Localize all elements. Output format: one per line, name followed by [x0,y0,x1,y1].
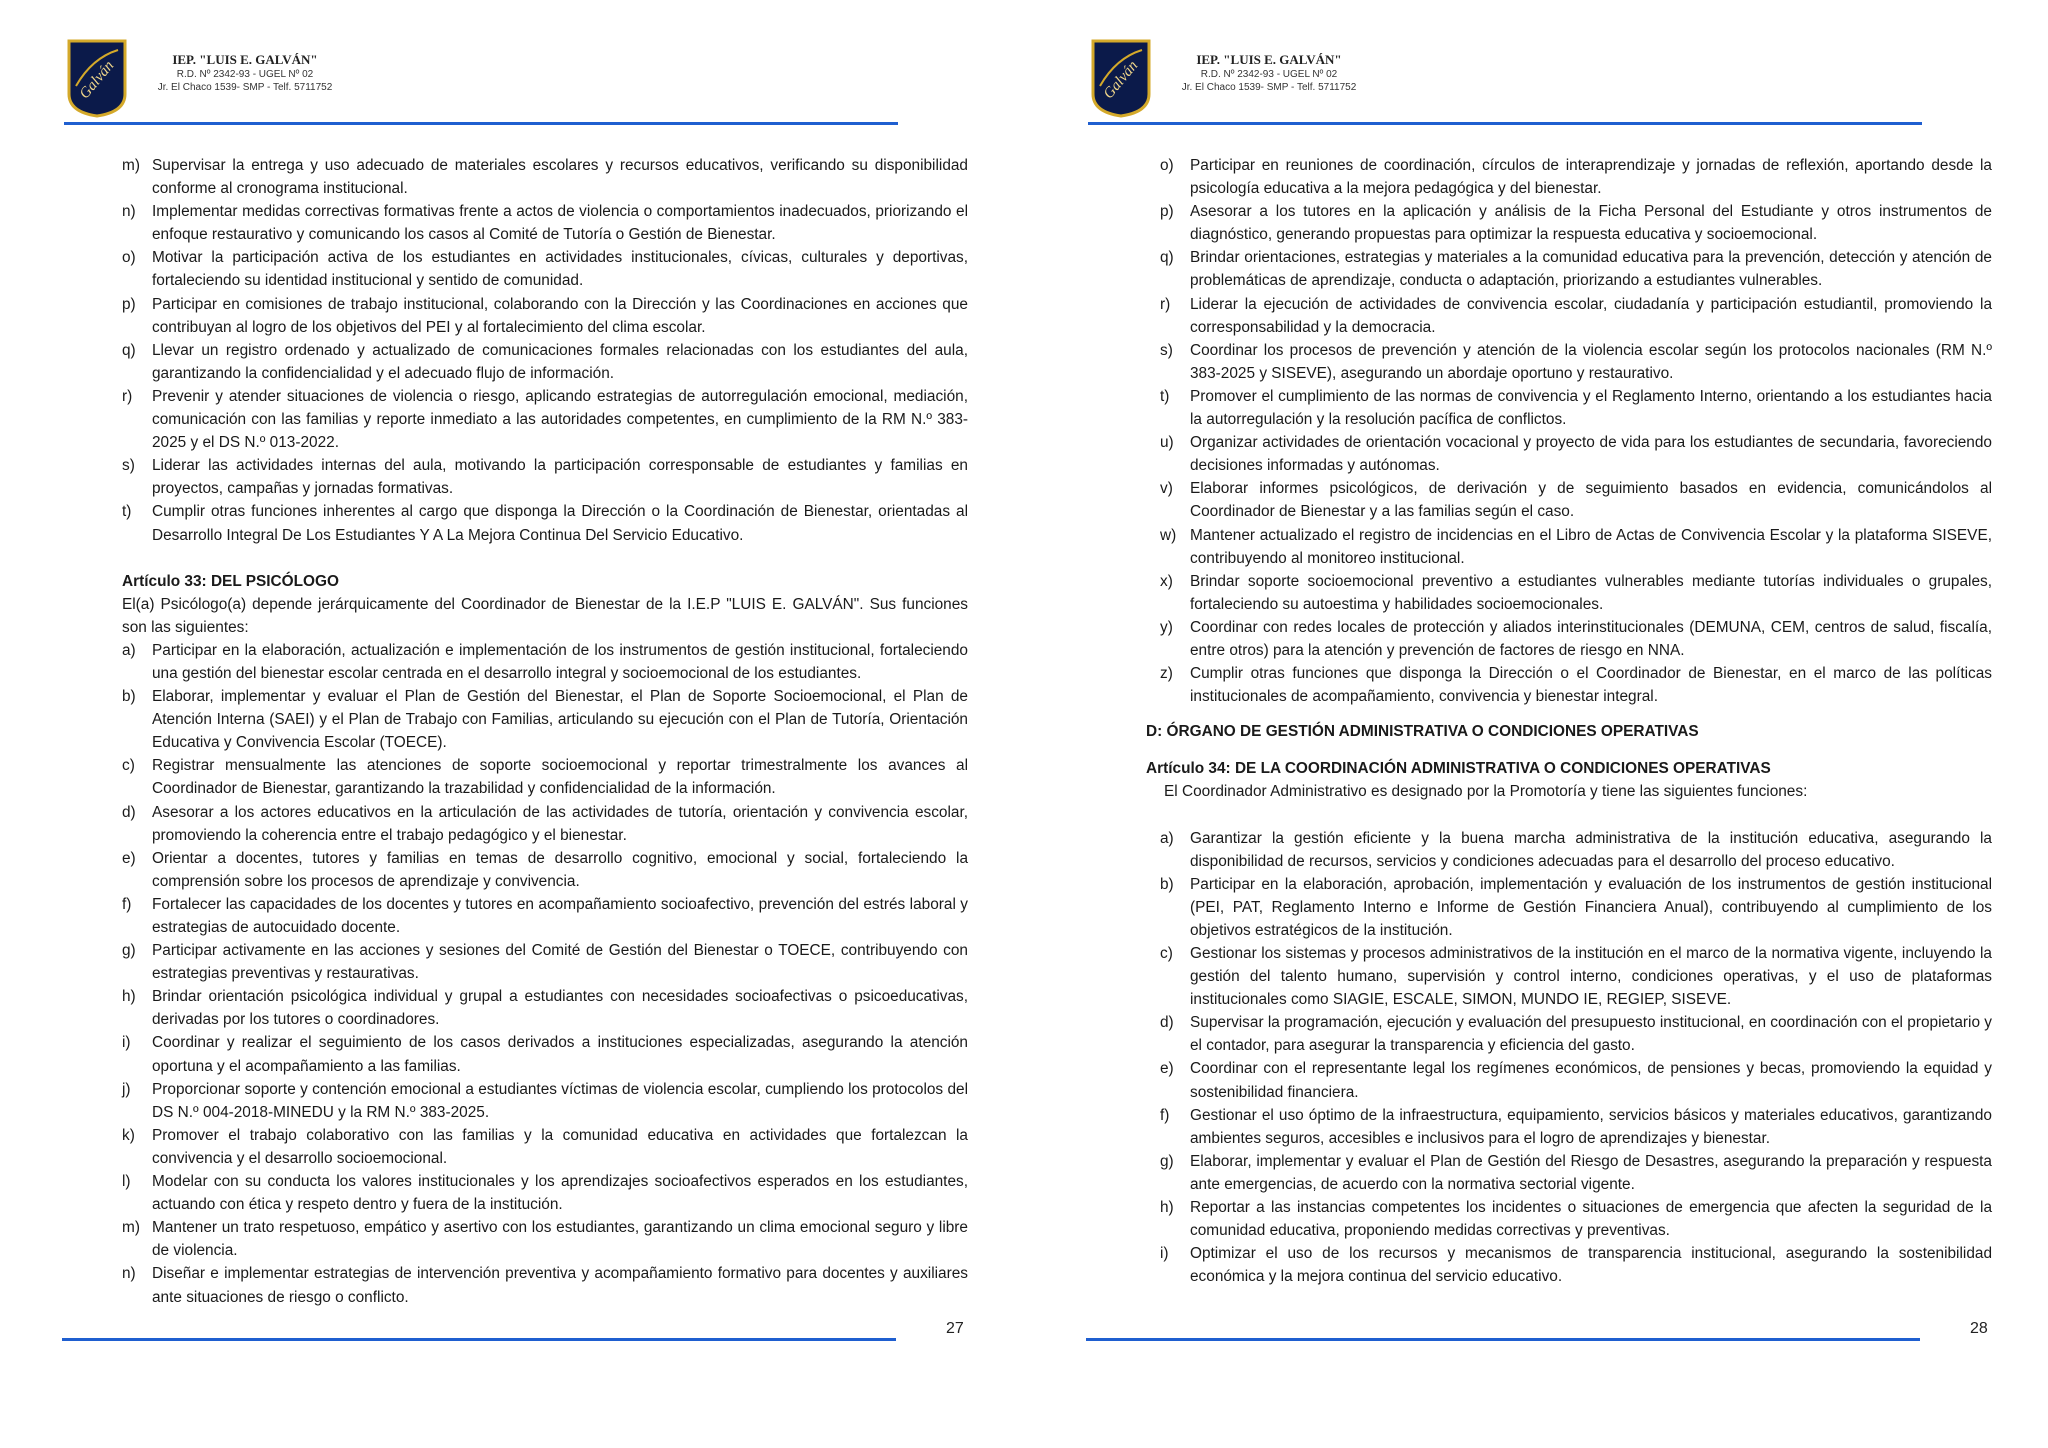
article-33-list [122,639,968,1309]
list-item-letter: e) [122,849,136,867]
list-item [122,200,968,246]
list-item-text: Orientar a docentes, tutores y familias en temas de desarrollo cognitivo, emocional y social, fortaleciendo la comprensión sobre los procesos de aprendizaje y convivencia. [152,849,968,890]
list-item-text: Elaborar informes psicológicos, de derivación y de seguimiento basados en evidencia, comunicándolos al Coordinador de Bienestar y a las familias según el caso. [1190,480,1992,521]
list-item-text: Cumplir otras funciones que disponga la Dirección o el Coordinador de Bienestar, en el marco de las políticas institucionales de acompañamiento, convivencia y bienestar integral. [1190,665,1992,706]
list-item [122,985,968,1031]
list-item-text: Brindar orientaciones, estrategias y materiales a la comunidad educativa para la prevención, detección y atención de problemáticas de aprendizaje, conducta o adaptación, priorizando a estudiantes vulnerables. [1190,249,1992,290]
list-item-letter: v) [1160,480,1173,498]
list-item-letter: l) [122,1173,131,1191]
list-item-letter: b) [122,688,136,706]
list-item-text: Brindar orientación psicológica individual y grupal a estudiantes con necesidades socioafectivas o psicoeducativas, derivadas por los tutores o coordinadores. [152,988,968,1029]
page-number: 28 [1970,1320,1988,1337]
list-item-text: Supervisar la programación, ejecución y evaluación del presupuesto institucional, en coordinación con el propietario y el contador, para asegurar la transparencia y eficiencia del gasto. [1190,1014,1992,1055]
list-item-text: Asesorar a los tutores en la aplicación y análisis de la Ficha Personal del Estudiante y otros instrumentos de diagnóstico, generando propuestas para optimizar la respuesta educativa y socioemocional. [1190,203,1992,244]
list-continued [122,154,968,547]
list-item-letter: t) [122,503,132,521]
list-item-letter: q) [1160,249,1174,267]
school-logo [66,38,128,118]
list-item-text: Elaborar, implementar y evaluar el Plan de Gestión del Riesgo de Desastres, asegurando la preparación y respuesta ante emergencias, de acuerdo con la normativa sectorial vigente. [1190,1152,1992,1193]
list-item [122,500,968,546]
list-item-letter: d) [1160,1014,1174,1032]
list-item-text: Participar en la elaboración, actualización e implementación de los instrumentos de gestión institucional, fortaleciendo una gestión del bienestar escolar centrada en el desarrollo integral y socioemocional de los estudiantes. [152,641,968,682]
list-item-letter: c) [122,757,135,775]
list-item [1146,1011,1992,1057]
footer-rule [62,1338,896,1341]
list-item-letter: p) [122,295,136,313]
list-item-text: Optimizar el uso de los recursos y mecanismos de transparencia institucional, asegurando la sostenibilidad económica y la mejora continua del servicio educativo. [1190,1245,1992,1286]
list-item-text: Mantener un trato respetuoso, empático y asertivo con los estudiantes, garantizando un clima emocional seguro y libre de violencia. [152,1219,968,1260]
list-item [1146,1242,1992,1288]
list-item-letter: q) [122,341,136,359]
page-28 [1024,0,2048,1448]
list-item-letter: a) [1160,829,1174,847]
list-item-text: Brindar soporte socioemocional preventivo a estudiantes vulnerables mediante tutorías individuales o grupales, fortaleciendo su autoestima y habilidades socioemocionales. [1190,572,1992,613]
list-item-letter: g) [1160,1152,1174,1170]
list-item-letter: i) [122,1034,131,1052]
list-item [1146,1057,1992,1103]
list-item [1146,385,1992,431]
list-continued [1146,154,1992,708]
list-item-letter: g) [122,942,136,960]
list-item-text: Mantener actualizado el registro de incidencias en el Libro de Actas de Convivencia Escolar y la plataforma SISEVE, contribuyendo al monitoreo institucional. [1190,526,1992,567]
list-item-letter: n) [122,1265,136,1283]
list-item-text: Elaborar, implementar y evaluar el Plan de Gestión del Bienestar, el Plan de Soporte Socioemocional, el Plan de Atención Interna (SAEI) y el Plan de Trabajo con Familias, articulando su ejecución con el Plan de Tutoría, Orientación Educativa y Convivencia Escolar (TOECE). [152,688,968,752]
list-item [1146,616,1992,662]
list-item [1146,570,1992,616]
list-item-text: Cumplir otras funciones inherentes al cargo que disponga la Dirección o la Coordinación de Bienestar, orientadas al Desarrollo Integral De Los Estudiantes Y A La Mejora Continua Del Servicio Educativo. [152,503,968,544]
list-item [122,1124,968,1170]
list-item [122,939,968,985]
footer-rule [1086,1338,1920,1341]
address-line: Jr. El Chaco 1539- SMP - Telf. 5711752 [1181,82,1357,93]
list-item [122,293,968,339]
list-item [1146,1150,1992,1196]
list-item-text: Llevar un registro ordenado y actualizado de comunicaciones formales relacionadas con los estudiantes del aula, garantizando la confidencialidad y el adecuado flujo de información. [152,341,968,382]
page-header [120,52,370,94]
list-item-letter: h) [122,988,136,1006]
resolution-line: R.D. Nº 2342-93 - UGEL Nº 02 [1200,69,1338,80]
list-item-letter: o) [1160,157,1174,174]
list-item [1146,827,1992,873]
list-item-text: Prevenir y atender situaciones de violencia o riesgo, aplicando estrategias de autorregulación emocional, mediación, comunicación con las familias y reporte inmediato a las autoridades competentes, en cumplimiento de la RM N.º 383-2025 y el DS N.º 013-2022. [152,387,968,452]
list-item-text: Motivar la participación activa de los estudiantes en actividades institucionales, cívicas, culturales y deportivas, fortaleciendo su identidad institucional y sentido de comunidad. [152,249,968,290]
list-item-letter: b) [1160,875,1174,893]
list-item [1146,431,1992,477]
list-item-letter: u) [1160,434,1174,452]
list-item-letter: f) [122,895,132,913]
list-item-letter: a) [122,641,136,659]
list-item [1146,477,1992,523]
list-item-text: Coordinar con el representante legal los regímenes económicos, de pensiones y becas, promoviendo la equidad y sostenibilidad financiera. [1190,1060,1992,1101]
list-item-letter: o) [122,249,136,267]
logo-text: Galván [1100,57,1142,103]
list-item-letter: z) [1160,665,1173,683]
list-item [122,1170,968,1216]
article-34-intro: El Coordinador Administrativo es designado por la Promotoría y tiene las siguientes funciones: [1164,783,1808,801]
list-item [122,454,968,500]
list-item-text: Garantizar la gestión eficiente y la buena marcha administrativa de la institución educativa, asegurando la disponibilidad de recursos, servicios y condiciones adecuadas para el desarrollo del proceso educativo. [1190,829,1992,870]
list-item-letter: x) [1160,572,1173,590]
school-name: IEP. "LUIS E. GALVÁN" [1196,52,1342,67]
article-34-title: Artículo 34: DE LA COORDINACIÓN ADMINISTRATIVA O CONDICIONES OPERATIVAS [1146,760,1771,778]
list-item [1146,1104,1992,1150]
list-item-text: Promover el trabajo colaborativo con las familias y la comunidad educativa en actividades que fortalezcan la convivencia y el desarrollo socioemocional. [152,1126,968,1167]
list-item [1146,1196,1992,1242]
list-item-letter: d) [122,803,136,821]
list-item [122,754,968,800]
page-content [1146,154,1992,1288]
list-item-letter: r) [1160,295,1171,313]
list-item-text: Liderar las actividades internas del aula, motivando la participación corresponsable de estudiantes y familias en proyectos, campañas y jornadas formativas. [152,457,968,498]
list-item-letter: h) [1160,1199,1174,1217]
list-item [122,1078,968,1124]
list-item-letter: s) [1160,341,1173,359]
list-item-letter: i) [1160,1245,1169,1263]
list-item-text: Participar activamente en las acciones y sesiones del Comité de Gestión del Bienestar o TOECE, contribuyendo con estrategias preventivas y restaurativas. [152,942,968,983]
list-item-letter: c) [1160,945,1173,962]
list-item-letter: e) [1160,1060,1174,1078]
list-item-text: Fortalecer las capacidades de los docentes y tutores en acompañamiento socioafectivo, prevención del estrés laboral y estrategias de autocuidado docente. [152,895,968,936]
list-item [122,847,968,893]
list-item-text: Proporcionar soporte y contención emocional a estudiantes víctimas de violencia escolar, cumpliendo los protocolos del DS N.º 004-2018-MINEDU y la RM N.º 383-2025. [152,1080,968,1121]
logo-text: Galván [76,57,118,103]
list-item-text: Participar en la elaboración, aprobación, implementación y evaluación de los instrumentos de gestión institucional (PEI, PAT, Reglamento Interno e Informe de Gestión Financiera Anual), contribuyendo al cumplimiento de los objetivos estratégicos de la institución. [1190,875,1992,939]
list-item [122,246,968,292]
list-item-text: Registrar mensualmente las atenciones de soporte socioemocional y reportar trimestralmente los avances al Coordinador de Bienestar, garantizando la trazabilidad y confidencialidad de la información. [152,757,968,798]
list-item [1146,873,1992,942]
list-item [122,801,968,847]
article-33-intro: El(a) Psicólogo(a) depende jerárquicamente del Coordinador de Bienestar de la I.E.P "LUIS E. GALVÁN". Sus funciones son las siguientes: [122,595,968,636]
list-item-letter: j) [122,1080,131,1098]
list-item [1146,942,1992,1011]
list-item-letter: f) [1160,1106,1170,1124]
list-item-letter: p) [1160,203,1174,221]
list-item-text: Participar en comisiones de trabajo institucional, colaborando con la Dirección y las Coordinaciones en acciones que contribuyan al logro de los objetivos del PEI y al fortalecimiento del clima escolar. [152,295,968,336]
list-item-letter: s) [122,457,135,475]
list-item [122,1262,968,1308]
list-item-text: Participar en reuniones de coordinación, círculos de interaprendizaje y jornadas de reflexión, aportando desde la psicología educativa a la mejora pedagógica y del bienestar. [1190,157,1992,198]
list-item-letter: t) [1160,387,1170,405]
page-header [1144,52,1394,94]
list-item [1146,524,1992,570]
list-item [122,154,968,200]
list-item [1146,200,1992,246]
section-d-title: D: ÓRGANO DE GESTIÓN ADMINISTRATIVA O CONDICIONES OPERATIVAS [1146,723,1699,741]
list-item-text: Diseñar e implementar estrategias de intervención preventiva y acompañamiento formativo para docentes y auxiliares ante situaciones de riesgo o conflicto. [152,1265,968,1306]
article-34-list [1146,827,1992,1289]
list-item-text: Gestionar el uso óptimo de la infraestructura, equipamiento, servicios básicos y materiales educativos, garantizando ambientes seguros, accesibles e inclusivos para el logro de aprendizajes y bienestar. [1190,1106,1992,1147]
list-item [1146,339,1992,385]
list-item-letter: m) [122,157,140,174]
page-content [122,154,968,1309]
list-item-text: Liderar la ejecución de actividades de convivencia escolar, ciudadanía y participación estudiantil, promoviendo la corresponsabilidad y la democracia. [1190,295,1992,336]
list-item [122,685,968,754]
list-item-text: Asesorar a los actores educativos en la articulación de las actividades de tutoría, orientación y convivencia escolar, promoviendo la coherencia entre el trabajo pedagógico y el bienestar. [152,803,968,844]
list-item-text: Promover el cumplimiento de las normas de convivencia y el Reglamento Interno, orientando a los estudiantes hacia la autorregulación y la resolución pacífica de conflictos. [1190,387,1992,429]
list-item [1146,293,1992,339]
school-name: IEP. "LUIS E. GALVÁN" [172,52,318,67]
school-logo [1090,38,1152,118]
article-33-title: Artículo 33: DEL PSICÓLOGO [122,572,339,590]
list-item [1146,154,1992,200]
header-rule [1088,122,1922,125]
list-item [1146,246,1992,292]
list-item [1146,662,1992,708]
list-item-text: Organizar actividades de orientación vocacional y proyecto de vida para los estudiantes de secundaria, favoreciendo decisiones informadas y autónomas. [1190,434,1992,475]
list-item-letter: k) [122,1126,135,1144]
list-item-text: Coordinar con redes locales de protección y aliados interinstitucionales (DEMUNA, CEM, centros de salud, fiscalía, entre otros) para la atención y prevención de factores de riesgo en NNA. [1190,618,1992,659]
list-item-text: Coordinar y realizar el seguimiento de los casos derivados a instituciones especializadas, asegurando la atención oportuna y el acompañamiento a las familias. [152,1034,968,1075]
list-item-text: Gestionar los sistemas y procesos administrativos de la institución en el marco de la normativa vigente, incluyendo la gestión del talento humano, supervisión y control interno, condiciones operativas, y el uso de plataformas institucionales como SIAGIE, ESCALE, SIMON, MUNDO IE, REGIEP, SISEVE. [1190,945,1992,1009]
list-item [122,1031,968,1077]
address-line: Jr. El Chaco 1539- SMP - Telf. 5711752 [157,82,333,93]
list-item [122,639,968,685]
page-number: 27 [946,1320,964,1337]
header-rule [64,122,898,125]
list-item [122,385,968,454]
list-item-text: Reportar a las instancias competentes los incidentes o situaciones de emergencia que afecten la seguridad de la comunidad educativa, proponiendo medidas correctivas y preventivas. [1190,1199,1992,1240]
list-item-letter: y) [1160,618,1173,636]
list-item [122,1216,968,1262]
list-item-letter: r) [122,387,133,405]
list-item [122,339,968,385]
list-item-letter: n) [122,203,136,221]
list-item-letter: m) [122,1219,140,1237]
list-item-text: Supervisar la entrega y uso adecuado de materiales escolares y recursos educativos, verificando su disponibilidad conforme al cronograma institucional. [152,157,968,198]
list-item-text: Coordinar los procesos de prevención y atención de la violencia escolar según los protocolos nacionales (RM N.º 383-2025 y SISEVE), asegurando un abordaje oportuno y restaurativo. [1190,341,1992,382]
resolution-line: R.D. Nº 2342-93 - UGEL Nº 02 [176,69,314,80]
list-item-text: Implementar medidas correctivas formativas frente a actos de violencia o comportamientos inadecuados, priorizando el enfoque restaurativo y comunicando los casos al Comité de Tutoría o Gestión de Bienestar. [152,203,968,244]
list-item [122,893,968,939]
list-item-text: Modelar con su conducta los valores institucionales y los aprendizajes socioafectivos esperados en los estudiantes, actuando con ética y respeto dentro y fuera de la institución. [152,1173,968,1214]
list-item-letter: w) [1160,526,1177,544]
